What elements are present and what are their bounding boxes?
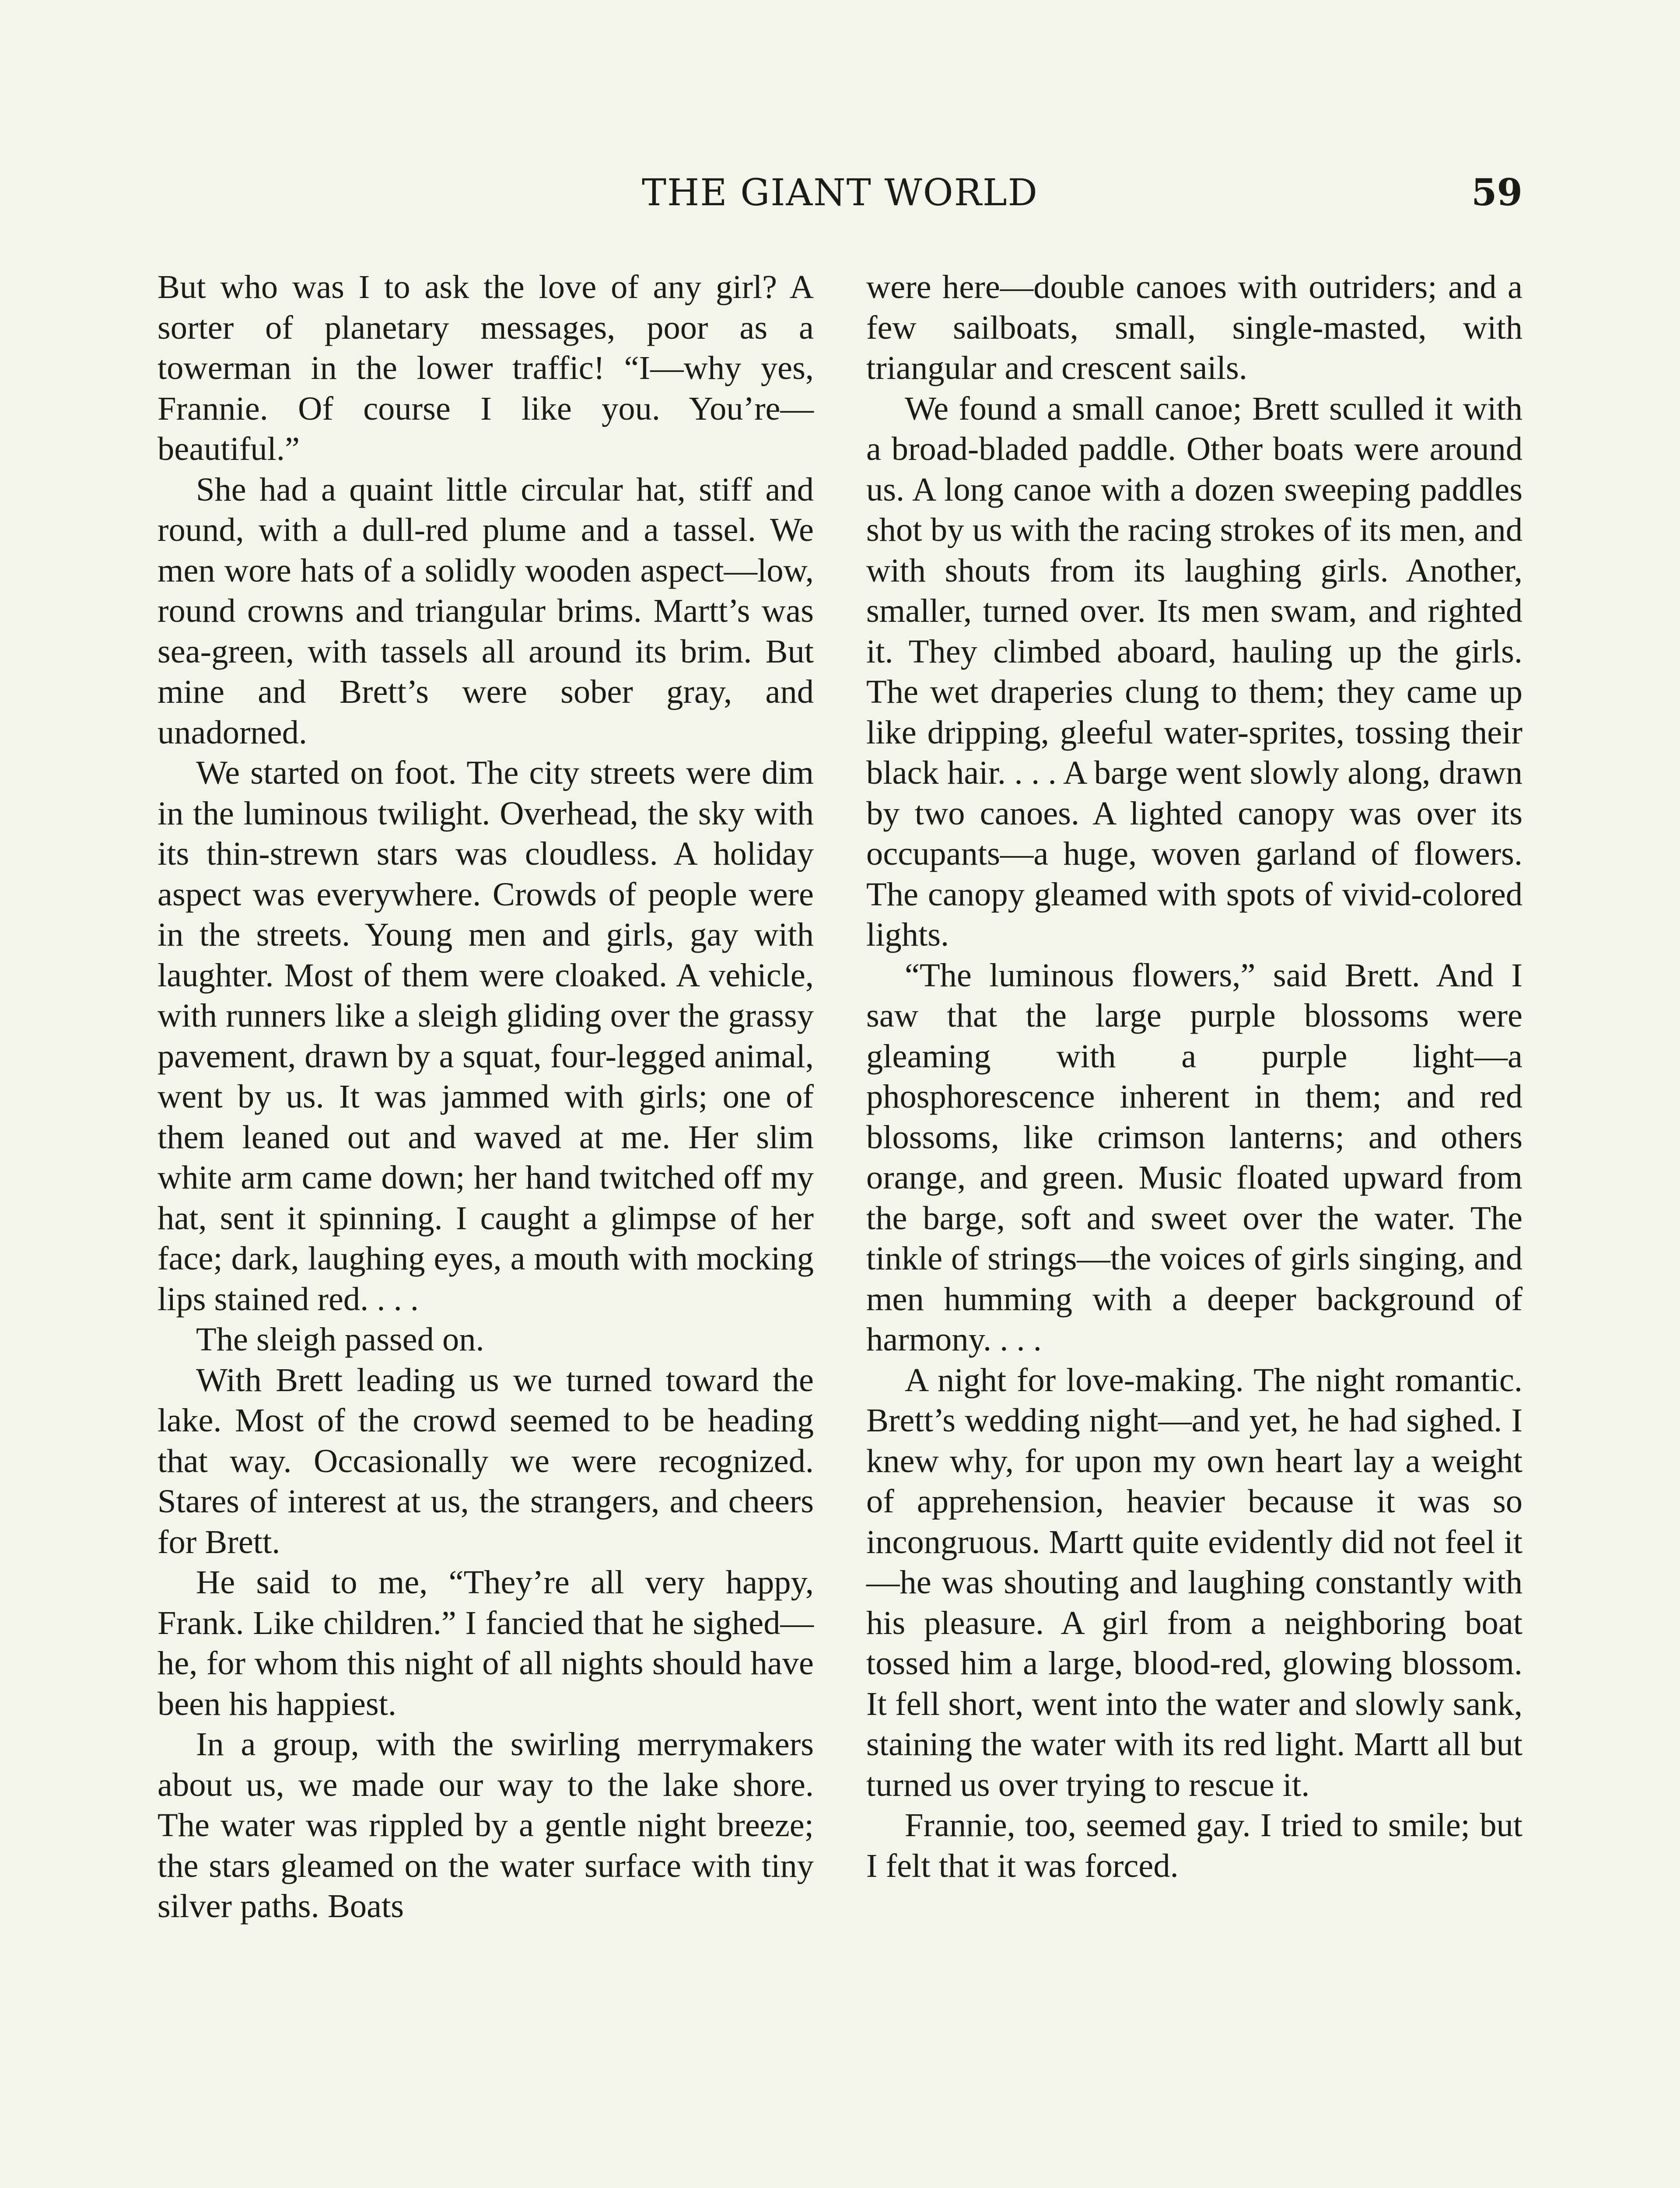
text-columns bbox=[158, 267, 1522, 2188]
paragraph: Frannie, too, seemed gay. I tried to smile; but I felt that it was forced. bbox=[866, 1806, 1522, 1884]
paragraph: In a group, with the swirling merrymakers about us, we made our way to the lake shore. The water was rippled by a gentle night breeze; the stars gleamed on the water surface with tiny silver paths. Boats bbox=[158, 1725, 814, 1925]
paragraph: were here—double canoes with outriders; and a few sailboats, small, single-masted, with triangular and crescent sails. bbox=[866, 268, 1522, 386]
paragraph: We started on foot. The city streets were dim in the luminous twilight. Overhead, the sky with its thin-strewn stars was cloudless. A holiday aspect was everywhere. Crowds of people were in the streets. Young men and girls, gay with laughter. Most of them were cloaked. A vehicle, with runners like a sleigh gliding over the grassy pavement, drawn by a squat, four-legged animal, went by us. It was jammed with girls; one of them leaned out and waved at me. Her slim white arm came down; her hand twitched off my hat, sent it spinning. I caught a glimpse of her face; dark, laughing eyes, a mouth with mocking lips stained red. . . . bbox=[158, 754, 814, 1318]
left-column bbox=[158, 267, 814, 2188]
paragraph: With Brett leading us we turned toward the lake. Most of the crowd seemed to be heading that way. Occasionally we were recognized. Stares of interest at us, the strangers, and cheers for Brett. bbox=[158, 1361, 814, 1560]
running-title: THE GIANT WORLD bbox=[641, 171, 1039, 214]
paragraph: A night for love-making. The night romantic. Brett’s wedding night—and yet, he had sighed. I knew why, for upon my own heart lay a weight of apprehension, heavier because it was so incongruous. Martt quite evidently did not feel it —he was shouting and laughing constantly with his pleasure. A girl from a neighboring boat tossed him a large, blood-red, glowing blossom. It fell short, went into the water and slowly sank, staining the water with its red light. Martt all but turned us over trying to rescue it. bbox=[866, 1361, 1522, 1803]
page-number: 59 bbox=[1471, 171, 1522, 214]
paragraph: “The luminous flowers,” said Brett. And I saw that the large purple blossoms were gleaming with a purple light—a phosphorescence inherent in them; and red blossoms, like crimson lanterns; and others orange, and green. Music floated upward from the barge, soft and sweet over the water. The tinkle of strings—the voices of girls singing, and men humming with a deeper background of harmony. . . . bbox=[866, 956, 1522, 1358]
page-header bbox=[158, 166, 1522, 219]
paragraph: The sleigh passed on. bbox=[196, 1321, 484, 1358]
paragraph: She had a quaint little circular hat, stiff and round, with a dull-red plume and a tassel. We men wore hats of a solidly wooden aspect—low, round crowns and triangular brims. Martt’s was sea-green, with tassels all around its brim. But mine and Brett’s were sober gray, and unadorned. bbox=[158, 470, 814, 751]
paragraph: We found a small canoe; Brett sculled it with a broad-bladed paddle. Other boats were around us. A long canoe with a dozen sweeping paddles shot by us with the racing strokes of its men, and with shouts from its laughing girls. Another, smaller, turned over. Its men swam, and righted it. They climbed aboard, hauling up the girls. The wet draperies clung to them; they came up like dripping, gleeful water-sprites, tossing their black hair. . . . A barge went slowly along, drawn by two canoes. A lighted canopy was over its occupants—a huge, woven garland of flowers. The canopy gleamed with spots of vivid-colored lights. bbox=[866, 389, 1522, 953]
paragraph: But who was I to ask the love of any girl? A sorter of planetary messages, poor as a towerman in the lower traffic! “I—why yes, Frannie. Of course I like you. You’re—beautiful.” bbox=[158, 268, 814, 467]
paragraph: He said to me, “They’re all very happy, Frank. Like children.” I fancied that he sighed—he, for whom this night of all nights should have been his happiest. bbox=[158, 1564, 814, 1722]
right-column bbox=[866, 267, 1522, 2188]
